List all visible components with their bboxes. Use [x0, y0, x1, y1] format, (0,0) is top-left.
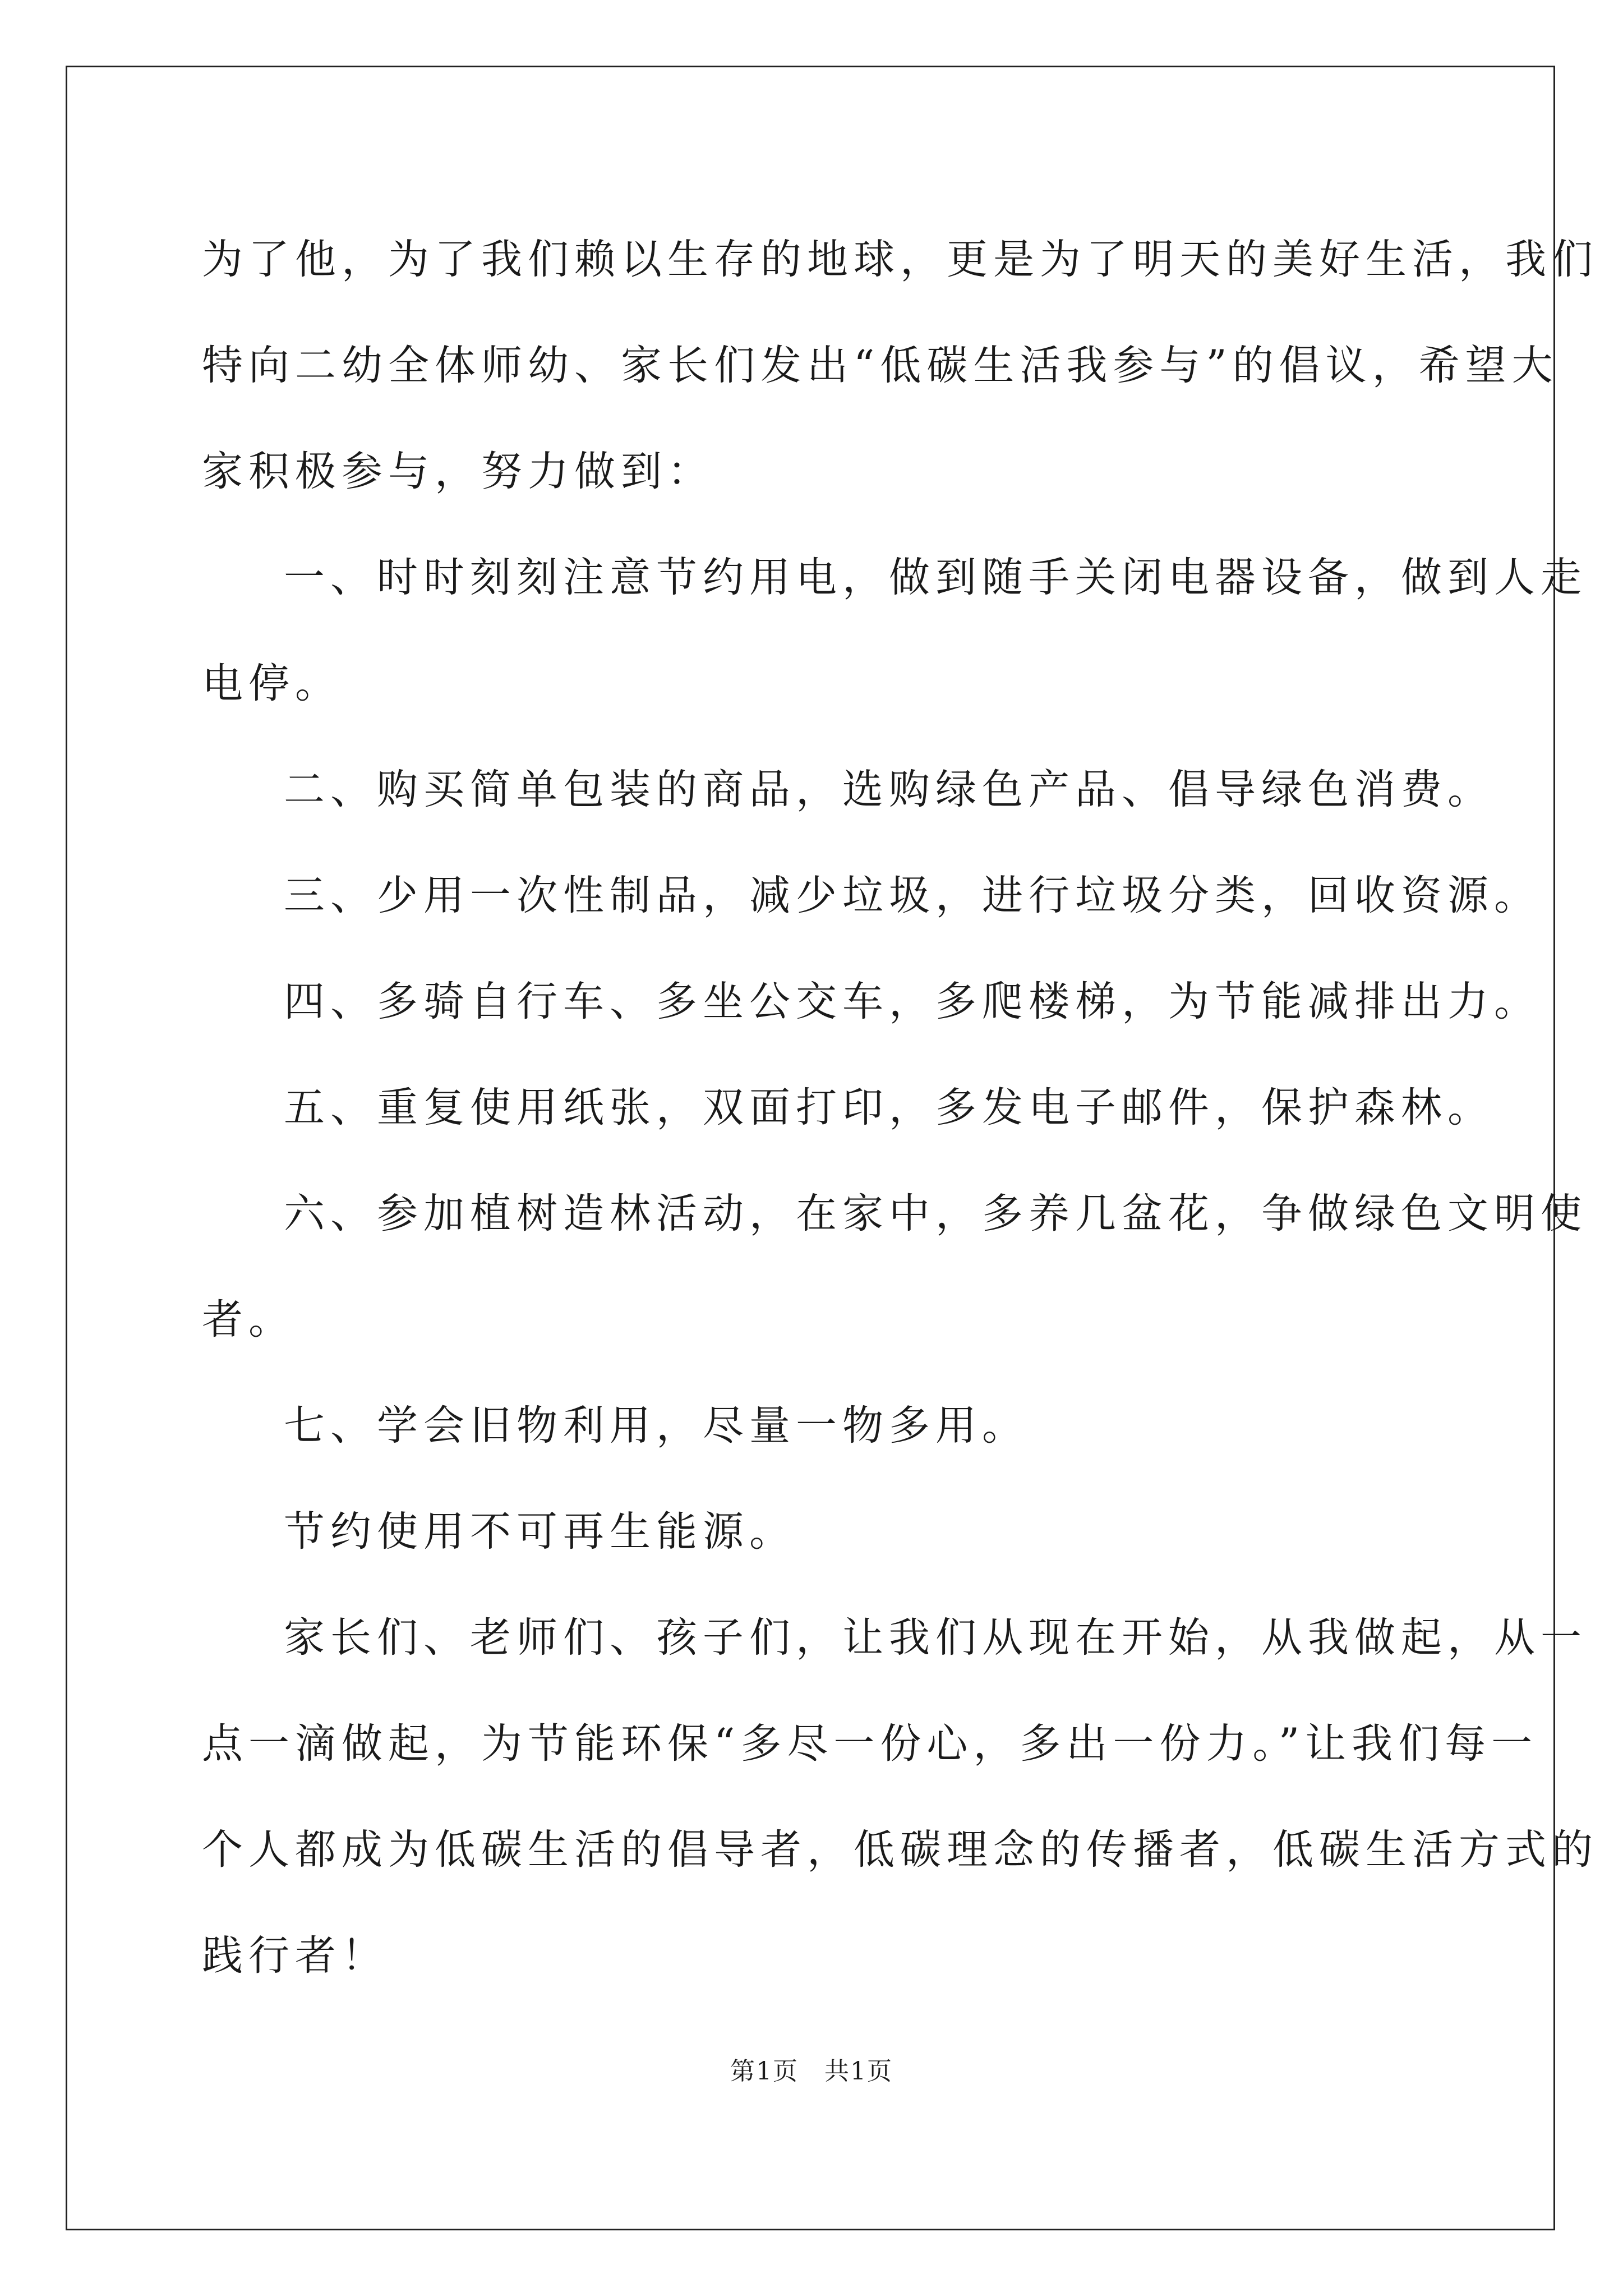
text-line: 二、购买简单包装的商品，选购绿色产品、倡导绿色消费。 — [284, 766, 1494, 813]
text-line: 五、重复使用纸张，双面打印，多发电子邮件，保护森林。 — [284, 1084, 1494, 1131]
text-line: 践行者！ — [202, 1932, 388, 1980]
text-line: 家积极参与，努力做到： — [202, 448, 714, 495]
page-total: 共1页 — [824, 2057, 893, 2086]
text-line: 三、少用一次性制品，减少垃圾，进行垃圾分类，回收资源。 — [284, 872, 1541, 919]
document-body — [202, 206, 1598, 2009]
text-line: 家长们、老师们、孩子们，让我们从现在开始，从我做起，从一 — [284, 1614, 1587, 1662]
text-line: 六、参加植树造林活动，在家中，多养几盆花，争做绿色文明使 — [284, 1190, 1587, 1237]
text-line: 七、学会旧物利用，尽量一物多用。 — [284, 1402, 1029, 1450]
page-footer — [0, 2055, 1623, 2088]
page-number: 第1页 — [730, 2057, 799, 2086]
text-line: 点一滴做起，为节能环保“多尽一份心，多出一份力。”让我们每一 — [202, 1720, 1538, 1768]
text-line: 个人都成为低碳生活的倡导者，低碳理念的传播者，低碳生活方式的 — [202, 1826, 1598, 1874]
text-line: 电停。 — [202, 660, 342, 707]
text-line: 四、多骑自行车、多坐公交车，多爬楼梯，为节能减排出力。 — [284, 978, 1541, 1025]
text-line: 为了他，为了我们赖以生存的地球，更是为了明天的美好生活，我们 — [202, 236, 1598, 283]
text-line: 特向二幼全体师幼、家长们发出“低碳生活我参与”的倡议，希望大 — [202, 342, 1559, 389]
text-line: 节约使用不可再生能源。 — [284, 1508, 796, 1556]
text-line: 者。 — [202, 1296, 295, 1343]
text-line: 一、时时刻刻注意节约用电，做到随手关闭电器设备，做到人走 — [284, 554, 1587, 601]
